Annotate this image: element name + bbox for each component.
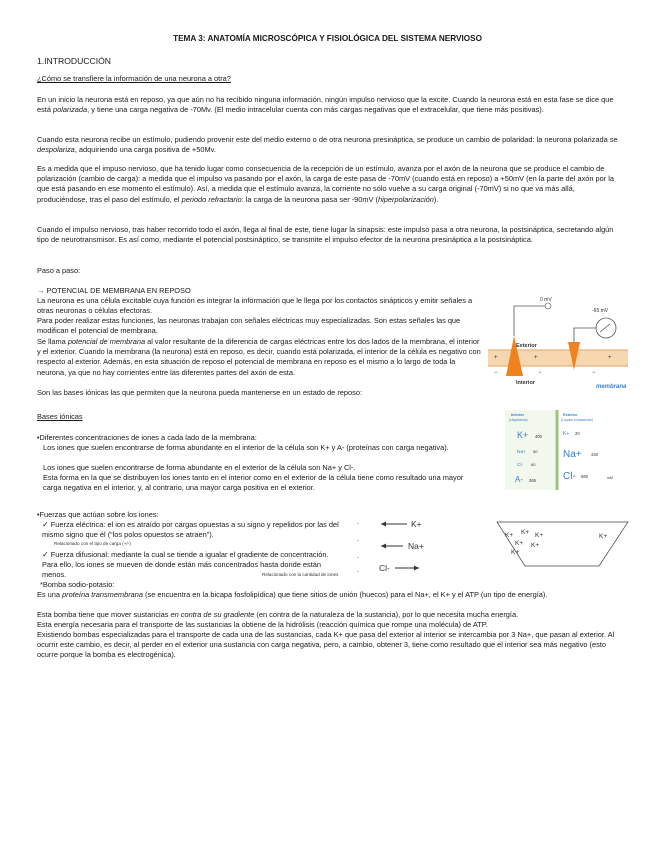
k-interior: K+ bbox=[517, 430, 529, 440]
na-exterior-value: 440 bbox=[591, 452, 598, 457]
fuerza-difusional-note: Relacionado con la cantidad de iones bbox=[262, 572, 339, 577]
concentration-gradient-figure bbox=[495, 520, 630, 570]
ion-na: Na+ bbox=[408, 541, 424, 551]
na-interior-value: 50 bbox=[533, 449, 538, 454]
question-heading: ¿Cómo se transfiere la información de una neurona a otra? bbox=[37, 74, 231, 83]
k-exterior: K+ bbox=[563, 431, 570, 437]
bomba-heading: *Bomba sodio-potasio: bbox=[40, 580, 115, 589]
svg-text:-: - bbox=[357, 569, 359, 575]
unit-label: mM bbox=[607, 476, 613, 480]
exterior-subtitle: (Líquido extracelular) bbox=[561, 418, 593, 422]
bullet-concentraciones: •Diferentes concentraciones de iones a cada lado de la membrana: bbox=[37, 433, 257, 442]
fuerza-difusional: ✓ Fuerza difusional: mediante la cual se tiende a igualar el gradiente de concentración. Para ello, los iones se mueven de donde están más concentrados hasta donde están menos. bbox=[42, 550, 329, 580]
bomba-paragraph-3: Esta energía necesaria para el transporte de las sustancias la obtiene de la hidrólisis (reacción química que rompe una molécula) de ATP. bbox=[37, 620, 488, 629]
ion-k: K+ bbox=[411, 519, 422, 529]
label-interior: Interior bbox=[516, 380, 535, 386]
pmr-heading: → POTENCIAL DE MEMBRANA EN REPOSO bbox=[37, 286, 191, 295]
cl-interior-value: 60 bbox=[531, 462, 536, 467]
exterior-title: Exterior bbox=[563, 413, 578, 417]
svg-text:+: + bbox=[494, 355, 498, 361]
a-interior: A- bbox=[515, 475, 523, 484]
paragraph-sinapsis: Cuando el impulso nervioso, tras haber recorrido todo el axón, llega al final de este, tiene lugar la sinapsis: este impulso pasa a otra neurona, la postsináptica, secretando algún tipo de neurotransmisor. Es así como, mediante el potencial postsináptico, se transmite el impulso efector de la neurona presináptica a la postsináptica. bbox=[37, 225, 614, 245]
bullet-fuerzas: •Fuerzas que actúan sobre los iones: bbox=[37, 510, 159, 519]
k-ion-7: K+ bbox=[599, 533, 608, 540]
k-ion-1: K+ bbox=[505, 532, 514, 539]
bomba-paragraph-4: Existiendo bombas especializadas para el transporte de cada una de las sustancias, cada K+ que pasa del exterior al interior se intercambia por 3 Na+, que pasan al exterior. Al ocurrir este cambio, es decir, al perder en el exterior una sustancia con carga negativa, pero, a cambio, obtener 3, tiene como resultado que el interior sea más negativo (esto ocurre porque la bomba es electrogénica). bbox=[37, 630, 615, 660]
bullet-icon: • bbox=[37, 435, 40, 442]
fuerza-electrica-note: Relacionado con el tipo de carga (+/-) bbox=[54, 541, 131, 546]
a-interior-value: 365 bbox=[529, 478, 536, 483]
svg-text:-: - bbox=[357, 538, 359, 544]
svg-text:+: + bbox=[534, 355, 538, 361]
check-icon: ✓ bbox=[42, 520, 49, 529]
svg-text:-: - bbox=[357, 521, 359, 527]
label-membrana: membrana bbox=[596, 384, 627, 390]
pmr-paragraph-2: Para poder realizar estas funciones, las neuronas trabajan con señales eléctricas muy especializadas. Son estas señales las que modifican el potencial de membrana. bbox=[37, 316, 461, 336]
na-interior: Na+ bbox=[517, 450, 526, 455]
paso-a-paso-label: Paso a paso: bbox=[37, 266, 81, 275]
document-title: TEMA 3: ANATOMÍA MICROSCÓPICA Y FISIOLÓGICA DEL SISTEMA NERVIOSO bbox=[173, 34, 482, 43]
pmr-paragraph-1: La neurona es una célula excitable cuya función es integrar la información que le llega por los contactos sinápticos y emitir señales a otras neuronas o células efectoras. bbox=[37, 296, 473, 316]
ion-cl: Cl- bbox=[379, 563, 390, 573]
bullet-icon: • bbox=[37, 512, 40, 519]
k-exterior-value: 20 bbox=[575, 431, 580, 436]
na-exterior: Na+ bbox=[563, 449, 582, 460]
bomba-paragraph-2: Esta bomba tiene que mover sustancias en contra de su gradiente (en contra de la naturaleza de la sustancia), por lo que necesita mucha energía. bbox=[37, 610, 519, 619]
cl-exterior-value: 560 bbox=[581, 474, 588, 479]
label-65mv: -65 mV bbox=[592, 308, 609, 314]
iones-exterior: Los iones que suelen encontrarse de forma abundante en el exterior de la célula son Na+ y Cl-. bbox=[43, 463, 356, 472]
svg-text:−: − bbox=[592, 370, 596, 376]
pmr-paragraph-4: Son las bases iónicas las que permiten que la neurona pueda mantenerse en un estado de reposo: bbox=[37, 388, 363, 397]
label-0mv: 0 mV bbox=[540, 297, 552, 303]
iones-interior: Los iones que suelen encontrarse de forma abundante en el interior de la célula son K+ y A- (proteínas con carga negativa). bbox=[43, 443, 449, 452]
interior-title: Interior bbox=[511, 413, 525, 417]
k-ion-6: K+ bbox=[511, 549, 520, 556]
ion-forces-figure bbox=[355, 515, 465, 577]
label-exterior: Exterior bbox=[516, 343, 537, 349]
k-ion-2: K+ bbox=[521, 529, 530, 536]
bomba-paragraph-1: Es una proteína transmembrana (se encuentra en la bicapa fosfolipídica) que tiene sitios de unión (huecos) para el Na+, el K+ y el ATP (un tipo de energía). bbox=[37, 590, 548, 599]
paragraph-despolariza: Cuando esta neurona recibe un estímulo, pudiendo provenir este del medio externo o de otra neurona presináptica, se produce un cambio de polaridad: la neurona polarizada se despolariza, adquiriendo una carga positiva de +50Mv. bbox=[37, 135, 618, 155]
k-interior-value: 400 bbox=[535, 434, 542, 439]
check-icon: ✓ bbox=[42, 550, 49, 559]
section-heading-introduccion: 1.INTRODUCCIÓN bbox=[37, 56, 112, 66]
cl-exterior: Cl- bbox=[563, 471, 576, 482]
paragraph-impulso: Es a medida que el impuso nervioso, que ha tenido lugar como consecuencia de la recepción de un estímulo, avanza por el axón de la neurona que se produce el cambio de polarización (cambio de carga): a medida que el impulso va pasando por el axón, la carga de este pasa de -70mV (cuando está en reposo) a +50mV (en la parte del axón por la que está pasando en ese momento el estímulo). Así, a medida que el estímulo avanza, la corriente no sólo vuelve a su carga original (-70mV) si no que va más allá, produciéndose, tras el paso del estímulo, el periodo refractario: la carga de la neurona pasa ser -90mV (hiperpolarización). bbox=[37, 164, 615, 204]
voltmeter-0-icon bbox=[545, 303, 551, 309]
bases-ionicas-heading: Bases iónicas bbox=[37, 412, 83, 421]
k-ion-4: K+ bbox=[515, 540, 524, 547]
fuerza-electrica: ✓ Fuerza eléctrica: el ion es atraído por cargas opuestas a su signo y repelidos por las del mismo signo que él (“los polos opuestos se atraen”). bbox=[42, 520, 339, 540]
svg-text:−: − bbox=[494, 370, 498, 376]
k-ion-3: K+ bbox=[535, 532, 544, 539]
svg-text:+: + bbox=[608, 355, 612, 361]
cl-interior: Cl- bbox=[517, 463, 524, 468]
paragraph-polarizada: En un inicio la neurona está en reposo, ya que aún no ha recibido ninguna información, ningún impulso nervioso que la excite. Cuando la neurona está en esta fase se dice que está polarizada, y tiene una carga negativa de -70Mv. (El medio intracelular cuenta con más cargas negativas que el extracelular, que tiene más positivas). bbox=[37, 95, 614, 115]
voltmeter-65-icon bbox=[596, 318, 616, 338]
iones-distribucion: Esta forma en la que se distribuyen los iones tanto en el interior como en el exterior de la célula tiene como resultado una mayor carga negativa en el interior, y, al contrario, una mayor carga positiva en el exterior. bbox=[43, 473, 464, 493]
svg-text:−: − bbox=[538, 370, 542, 376]
membrane-potential-figure bbox=[488, 292, 628, 402]
k-ion-5: K+ bbox=[531, 542, 540, 549]
interior-subtitle: (citoplasma) bbox=[509, 418, 528, 422]
pmr-paragraph-3: Se llama potencial de membrana al valor resultante de la diferencia de cargas eléctricas entre los dos lados de la membrana, el interior y el exterior. Cuando la membrana (la neurona) está en reposo, es decir, cuando está polarizada, el interior de la célula es negativo con respecto al exterior. Además, en esta situación de reposo el potencial de membrana en reposo es el mismo a lo largo de toda la neurona, ya que no hay corrientes entre las diferentes partes del axón de esta. bbox=[37, 337, 481, 377]
ion-concentration-figure bbox=[505, 410, 623, 490]
svg-text:-: - bbox=[357, 555, 359, 561]
